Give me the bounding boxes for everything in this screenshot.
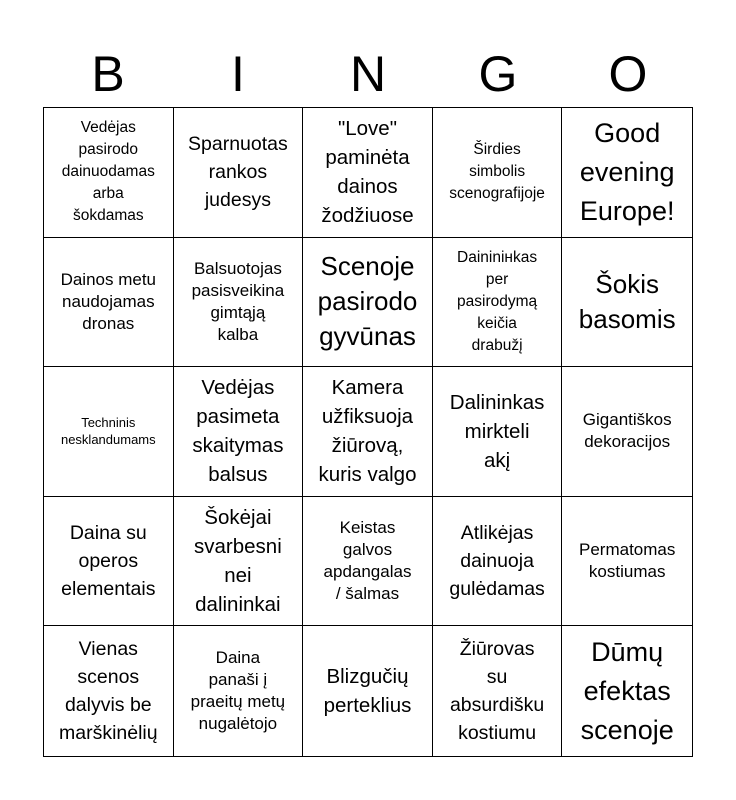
cell-text: "Love" paminėta dainos žodžiuose (321, 117, 414, 228)
cell-text: Blizgučių perteklius (323, 665, 412, 718)
bingo-cell[interactable] (174, 367, 304, 497)
bingo-cell[interactable] (562, 367, 692, 497)
bingo-cell[interactable] (433, 367, 563, 497)
cell-text: Gigantiškos dekoracijos (582, 410, 672, 452)
bingo-cell[interactable] (44, 108, 174, 238)
cell-text: Daina panaši į praeitų metų nugalėtojo (190, 648, 286, 734)
header-letter-i: I (231, 46, 245, 102)
cell-text: Dūmų efektas scenoje (580, 636, 674, 745)
bingo-cell[interactable] (562, 108, 692, 238)
bingo-cell[interactable] (433, 626, 563, 756)
cell-text: Širdies simbolis scenografijoje (449, 141, 545, 203)
bingo-cell[interactable] (303, 497, 433, 627)
bingo-cell[interactable] (562, 497, 692, 627)
cell-text: Kamera užfiksuoja žiūrovą, kuris valgo (318, 376, 417, 487)
bingo-cell[interactable] (174, 108, 304, 238)
header-letter-o: O (608, 46, 648, 102)
bingo-cell[interactable] (303, 367, 433, 497)
bingo-cell[interactable] (562, 238, 692, 368)
cell-text: Atlikėjas dainuoja gulėdamas (449, 522, 545, 601)
header-letter-b: B (91, 46, 125, 102)
cell-text: Balsuotojas pasisveikina gimtąją kalba (191, 258, 285, 344)
cell-text: Šokis basomis (578, 268, 676, 334)
cell-text: Techninis nesklandumams (60, 415, 156, 448)
bingo-cell[interactable] (303, 108, 433, 238)
bingo-cell[interactable] (562, 626, 692, 756)
bingo-cell[interactable] (303, 626, 433, 756)
bingo-cell[interactable] (174, 626, 304, 756)
bingo-cell[interactable] (303, 238, 433, 368)
header-letter-n: N (349, 46, 387, 102)
bingo-cell[interactable] (433, 108, 563, 238)
cell-text: Permatomas kostiumas (579, 540, 676, 582)
cell-text: Daina su operos elementais (61, 522, 156, 601)
cell-text: Sparnuotas rankos judesys (188, 133, 288, 212)
bingo-cell[interactable] (174, 238, 304, 368)
bingo-cell[interactable] (174, 497, 304, 627)
bingo-cell[interactable] (44, 367, 174, 497)
cell-text: Dalininkas mirkteli akį (449, 390, 545, 472)
cell-text: Dainos metu naudojamas dronas (60, 269, 157, 333)
cell-text: Scenoje pasirodo gyvūnas (317, 251, 418, 352)
bingo-cell[interactable] (433, 238, 563, 368)
bingo-cell[interactable] (44, 497, 174, 627)
bingo-cell[interactable] (44, 626, 174, 756)
header-letter-g: G (478, 46, 518, 102)
cell-text: Keistas galvos apdangalas / šalmas (323, 518, 412, 604)
cell-text: Vienas scenos dalyvis be marškinėlių (58, 638, 158, 745)
cell-text: Vedėjas pasimeta skaitymas balsus (192, 376, 284, 487)
cell-text: Žiūrovas su absurdišku kostiumu (449, 638, 545, 745)
cell-text: Šokėjai svarbesni nei dalininkai (194, 506, 282, 617)
bingo-card (43, 107, 693, 757)
cell-text: Daininінkas per pasirodymą keičia drabužį (457, 248, 538, 354)
bingo-cell[interactable] (44, 238, 174, 368)
bingo-header (43, 40, 693, 108)
cell-text: Vedėjas pasirodo dainuodamas arba šokdamas (61, 119, 155, 225)
bingo-cell[interactable] (433, 497, 563, 627)
cell-text: Good evening Europe! (579, 117, 675, 226)
